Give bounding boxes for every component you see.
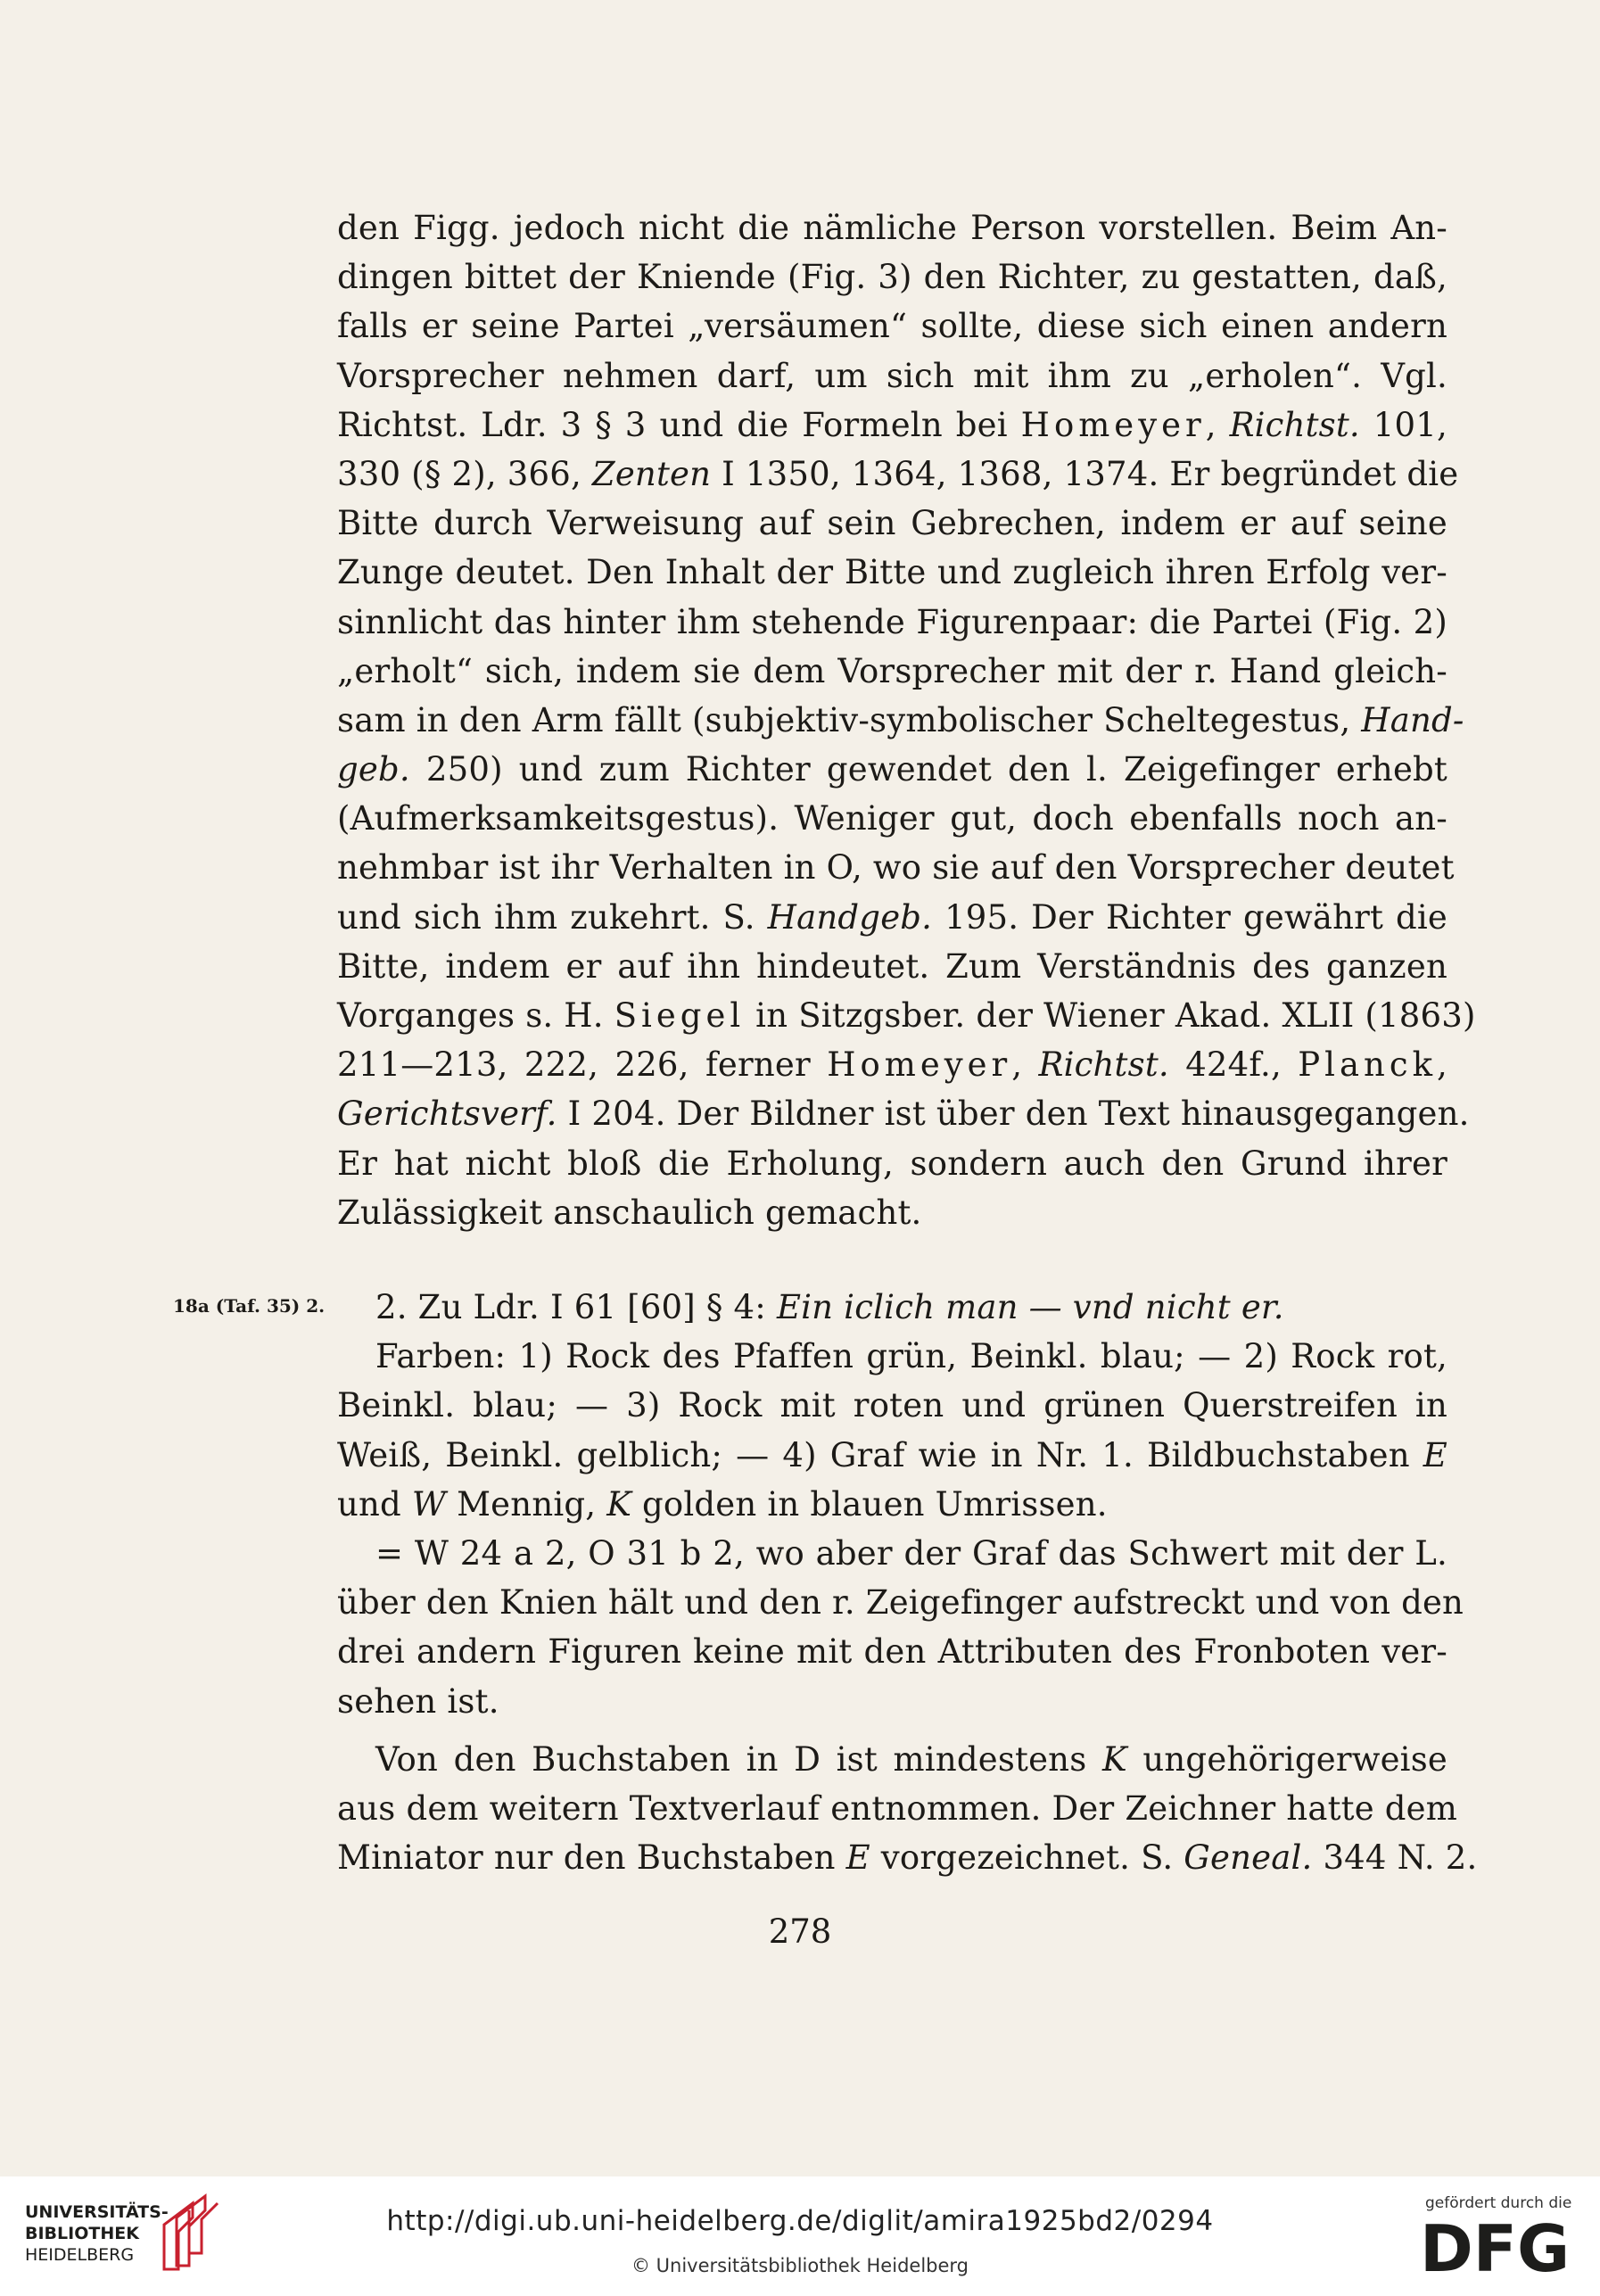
text-line: Vorganges s. H. Siegel in Sitzgsber. der Wiener Akad. XLII (1863) bbox=[337, 996, 1476, 1035]
library-name-line: HEIDELBERG bbox=[25, 2245, 135, 2265]
page-number: 278 bbox=[768, 1912, 832, 1951]
text-line: 211—213, 222, 226, ferner Homeyer, Richtst. 424f., Planck, bbox=[337, 1045, 1447, 1085]
text-line: und sich ihm zukehrt. S. Handgeb. 195. Der Richter gewährt die bbox=[337, 897, 1447, 937]
text-line: „erholt“ sich, indem sie dem Vorsprecher mit der r. Hand gleich- bbox=[337, 651, 1447, 690]
text-line: Weiß, Beinkl. gelblich; — 4) Graf wie in Nr. 1. Bildbuchstaben E bbox=[337, 1435, 1447, 1474]
text-line: Zunge deutet. Den Inhalt der Bitte und zugleich ihren Erfolg ver- bbox=[337, 553, 1447, 592]
text-line: Zulässigkeit anschaulich gemacht. bbox=[337, 1193, 922, 1232]
text-line: 330 (§ 2), 366, Zenten I 1350, 1364, 1368, 1374. Er begründet die bbox=[337, 454, 1459, 493]
text-line: sam in den Arm fällt (subjektiv-symbolischer Scheltegestus, Hand- bbox=[337, 700, 1464, 739]
paragraph-1 bbox=[337, 203, 1476, 1237]
text-line: Beinkl. blau; — 3) Rock mit roten und grünen Querstreifen in bbox=[337, 1386, 1447, 1425]
text-line: Richtst. Ldr. 3 § 3 und die Formeln bei Homeyer, Richtst. 101, bbox=[337, 405, 1447, 444]
text-line: nehmbar ist ihr Verhalten in O, wo sie auf den Vorsprecher deutet bbox=[337, 848, 1455, 888]
text-line: über den Knien hält und den r. Zeigefinger aufstreckt und von den bbox=[337, 1583, 1464, 1623]
text-line: sinnlicht das hinter ihm stehende Figurenpaar: die Partei (Fig. 2) bbox=[337, 602, 1447, 641]
text-line: falls er seine Partei „versäumen“ sollte, diese sich einen andern bbox=[337, 307, 1447, 346]
dfg-logo-text: DFG bbox=[1420, 2216, 1571, 2278]
text-line: Er hat nicht bloß die Erholung, sondern auch den Grund ihrer bbox=[337, 1144, 1447, 1183]
section-2 bbox=[337, 1283, 1478, 1882]
text-line: aus dem weitern Textverlauf entnommen. Der Zeichner hatte dem bbox=[337, 1788, 1458, 1828]
funded-by-label: gefördert durch die bbox=[1425, 2194, 1572, 2212]
text-line: den Figg. jedoch nicht die nämliche Person vorstellen. Beim An- bbox=[337, 209, 1447, 247]
text-line: Vorsprecher nehmen darf, um sich mit ihm zu „erholen“. Vgl. bbox=[337, 356, 1447, 395]
text-line: Gerichtsverf. I 204. Der Bildner ist über den Text hinausgegangen. bbox=[337, 1094, 1470, 1134]
text-line: drei andern Figuren keine mit den Attributen des Fronboten ver- bbox=[337, 1632, 1447, 1672]
text-line: (Aufmerksamkeitsgestus). Weniger gut, doch ebenfalls noch an- bbox=[337, 799, 1447, 838]
text-line: Von den Buchstaben in D ist mindestens K ungehörigerweise bbox=[375, 1739, 1447, 1779]
library-name-line: UNIVERSITÄTS- bbox=[25, 2202, 169, 2222]
margin-reference: 18a (Taf. 35) 2. bbox=[173, 1295, 326, 1317]
text-line: Bitte durch Verweisung auf sein Gebrechen, indem er auf seine bbox=[337, 504, 1447, 543]
section-heading: 2. Zu Ldr. I 61 [60] § 4: Ein iclich man — vnd nicht er. bbox=[375, 1288, 1284, 1326]
text-line: Bitte, indem er auf ihn hindeutet. Zum Verständnis des ganzen bbox=[337, 946, 1447, 986]
library-name-line: BIBLIOTHEK bbox=[25, 2224, 139, 2243]
text-line: sehen ist. bbox=[337, 1681, 499, 1721]
dfg-logo-icon bbox=[1420, 2216, 1580, 2278]
text-line: dingen bittet der Kniende (Fig. 3) den Richter, zu gestatten, daß, bbox=[337, 258, 1447, 297]
text-line: geb. 250) und zum Richter gewendet den l. Zeigefinger erhebt bbox=[337, 750, 1447, 789]
text-line: Farben: 1) Rock des Pfaffen grün, Beinkl. blau; — 2) Rock rot, bbox=[375, 1337, 1447, 1376]
text-line: = W 24 a 2, O 31 b 2, wo aber der Graf das Schwert mit der L. bbox=[375, 1533, 1447, 1573]
document-url-link[interactable]: http://digi.ub.uni-heidelberg.de/diglit/amira1925bd2/0294 bbox=[386, 2205, 1214, 2237]
text-line: Miniator nur den Buchstaben E vorgezeichnet. S. Geneal. 344 N. 2. bbox=[337, 1838, 1478, 1878]
text-line: und W Mennig, K golden in blauen Umrissen. bbox=[337, 1484, 1108, 1524]
footer-bar bbox=[0, 2176, 1600, 2296]
copyright-notice: © Universitätsbibliothek Heidelberg bbox=[631, 2255, 969, 2276]
